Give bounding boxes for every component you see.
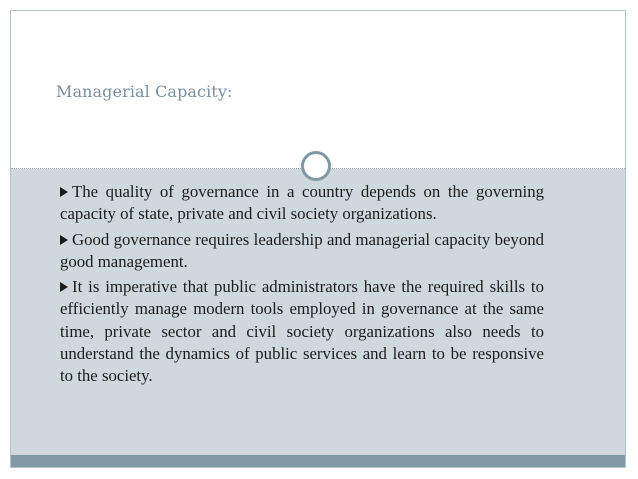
- bullet-item: [60, 229, 544, 274]
- slide-title: Managerial Capacity:: [56, 82, 233, 101]
- footer-band: [11, 455, 625, 467]
- bullet-text: The quality of governance in a country depends on the governing capacity of state, private and civil society organizations.: [60, 182, 544, 224]
- triangle-bullet-icon: [60, 187, 68, 197]
- bullet-text: Good governance requires leadership and managerial capacity beyond good management.: [60, 229, 544, 271]
- triangle-bullet-icon: [60, 282, 68, 292]
- ring-icon: [301, 151, 331, 181]
- bullet-item: [60, 276, 544, 387]
- bullet-item: [60, 181, 544, 226]
- triangle-bullet-icon: [60, 235, 68, 245]
- bullet-text: It is imperative that public administrators have the required skills to efficiently manage modern tools employed in governance at the same time, private sector and civil society organizations also needs to understand the dynamics of public services and learn to be responsive to the society.: [60, 277, 544, 386]
- bullet-list: [60, 181, 544, 391]
